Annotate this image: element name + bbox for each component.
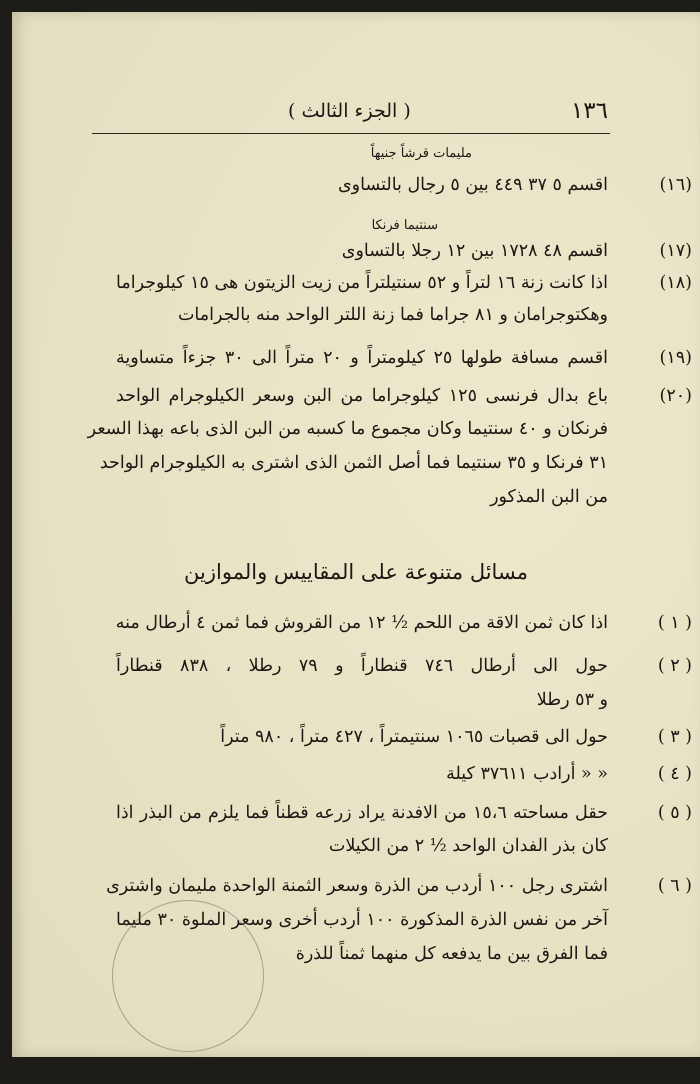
problem-line: كان بذر الفدان الواحد ½ ٢ من الكيلات: [328, 836, 608, 856]
problem-text-s4: « « أرادب ٣٧٦١١ كيلة: [446, 764, 608, 784]
problem-number-s1: ( ١ ): [657, 613, 692, 633]
problem-line: و ٥٣ رطلا: [536, 690, 608, 710]
library-stamp: [112, 900, 264, 1052]
problem-line: اذا كانت زنة ١٦ لتراً و ٥٢ سنتيلتراً من زيت الزيتون هى ١٥ كيلوجراما: [116, 273, 608, 293]
problem-number-20: (٢٠): [659, 386, 692, 406]
problem-text-17: اقسم ٤٨ ١٧٢٨ بين ١٢ رجلا بالتساوى: [341, 241, 608, 261]
problem-number-19: (١٩): [659, 348, 692, 368]
header-rule: [92, 133, 610, 134]
page-header: [92, 98, 608, 128]
problem-number-16: (١٦): [659, 175, 692, 195]
problem-text-s1: اذا كان ثمن الاقة من اللحم ½ ١٢ من القروش فما ثمن ٤ أرطال منه: [115, 613, 608, 633]
problem-number-s3: ( ٣ ): [657, 727, 692, 747]
problem-line: باع بدال فرنسى ١٢٥ كيلوجراما من البن وسعر الكيلوجرام الواحد: [116, 386, 608, 406]
problem-number-s4: ( ٤ ): [657, 764, 692, 784]
problem-number-s5: ( ٥ ): [657, 803, 692, 823]
problem-line: حول الى أرطال ٧٤٦ قنطاراً و ٧٩ رطلا ، ٨٣٨ قنطاراً: [116, 656, 608, 676]
section-heading: مسائل متنوعة على المقاييس والموازين: [184, 560, 528, 584]
problem-line: حقل مساحته ١٥،٦ من الافدنة يراد زرعه قطناً فما يلزم من البذر اذا: [116, 803, 608, 823]
problem-number-s6: ( ٦ ): [657, 876, 692, 896]
page-number: ١٣٦: [570, 98, 608, 124]
problem-number-17: (١٧): [659, 241, 692, 261]
problem-line: اشترى رجل ١٠٠ أردب من الذرة وسعر الثمنة الواحدة مليمان واشترى: [106, 876, 608, 896]
problem-text-19: اقسم مسافة طولها ٢٥ كيلومتراً و ٢٠ متراً الى ٣٠ جزءاً متساوية: [116, 348, 608, 368]
problem-number-18: (١٨): [659, 273, 692, 293]
problem-line: آخر من نفس الذرة المذكورة ١٠٠ أردب أخرى وسعر الملوة ٣٠ مليما: [116, 910, 608, 930]
units-label-16: مليمات قرشاً جنيهاً: [370, 146, 472, 161]
problem-line: وهكتوجرامان و ٨١ جراما فما زنة اللتر الواحد منه بالجرامات: [177, 305, 608, 325]
problem-text-s3: حول الى قصبات ١٠٦٥ سنتيمتراً ، ٤٢٧ متراً ، ٩٨٠ متراً: [220, 727, 608, 747]
problem-line: ٣١ فرنكا و ٣٥ سنتيما فما أصل الثمن الذى اشترى به الكيلوجرام الواحد: [99, 453, 608, 473]
book-page: [12, 12, 700, 1057]
problem-line: من البن المذكور: [490, 487, 608, 507]
problem-number-s2: ( ٢ ): [657, 656, 692, 676]
running-title: ( الجزء الثالث ): [288, 100, 411, 122]
problem-line: فرنكان و ٤٠ سنتيما وكان مجموع ما كسبه من البن الذى باعه بهذا السعر: [87, 419, 608, 439]
problem-text-16: اقسم ٥ ٣٧ ٤٤٩ بين ٥ رجال بالتساوى: [337, 175, 608, 195]
problem-line: فما الفرق بين ما يدفعه كل منهما ثمناً للذرة: [295, 944, 608, 964]
units-label-17: سنتيما فرنكا: [371, 218, 438, 233]
